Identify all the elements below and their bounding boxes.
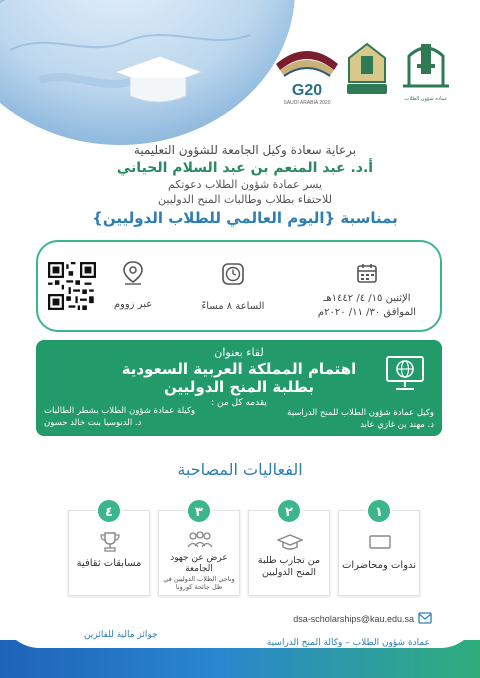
g20-mark: G20 — [291, 82, 323, 99]
platform-block — [98, 260, 168, 312]
invite-text: يسر عمادة شؤون الطلاب دعوتكم — [167, 178, 323, 191]
event-text-presentation: عرض عن جهود الجامعة — [170, 553, 228, 574]
event-subtext-presentation: وناجي الطلاب الدوليين في ظل جائحة كورونا — [163, 575, 235, 591]
qr-code-icon[interactable] — [48, 262, 96, 310]
time-text: الساعة ٨ مساءً — [201, 301, 265, 312]
event-number-2: ٢ — [276, 498, 302, 524]
graduation-cap-icon — [277, 533, 303, 551]
talk-title-line1: اهتمام المملكة العربية السعودية — [121, 360, 357, 378]
group-people-icon — [186, 531, 214, 551]
date-gregorian: الموافق ٣٠/ ١١/ ٢٠٢٠م — [317, 307, 417, 318]
audience-text: للاحتفاء بطلاب وطالبات المنح الدوليين — [158, 193, 332, 206]
patronage-text: برعاية سعادة وكيل الجامعة للشؤون التعليمية — [133, 143, 357, 157]
speaker2-name: د. الدنوسيا بنت خالد حسون — [44, 418, 142, 428]
prizes-text: جوائز مالية للفائزين — [84, 630, 158, 640]
events-title: الفعاليات المصاحبة — [177, 460, 303, 479]
dsa-emblem-icon — [395, 36, 457, 92]
department-text: عمادة شؤون الطلاب – وكالة المنح الدراسية — [266, 638, 430, 648]
map-pin-icon — [122, 260, 144, 286]
email-icon — [418, 612, 432, 624]
event-number-1: ١ — [366, 498, 392, 524]
kau-emblem-icon — [343, 38, 391, 98]
clock-icon — [221, 262, 245, 286]
presented-by: يقدمه كل من : — [211, 398, 267, 408]
talk-title-line2: بطلبة المنح الدوليين — [164, 378, 314, 396]
talk-banner — [36, 340, 442, 436]
event-text-lectures: ندوات ومحاضرات — [341, 560, 417, 571]
contact-email[interactable]: dsa-scholarships@kau.edu.sa — [293, 614, 414, 624]
trophy-icon — [99, 531, 121, 553]
talk-intro: لقاء بعنوان — [214, 346, 264, 359]
speaker1-role: وكيل عمادة شؤون الطلاب للمنح الدراسية — [287, 408, 434, 418]
calendar-icon — [356, 262, 378, 284]
globe-graphic — [0, 0, 310, 150]
dsa-logo — [395, 36, 457, 104]
event-number-4: ٤ — [96, 498, 122, 524]
lectures-icon — [368, 533, 392, 551]
platform-text: عبر زووم — [113, 299, 153, 310]
speaker2-role: وكيلة عمادة شؤون الطلاب بشطر الطالبات — [44, 406, 196, 416]
event-text-experiences: من تجارب طلبة المنح الدوليين — [257, 555, 321, 578]
time-block — [188, 262, 278, 314]
dsa-caption: عمادة شؤون الطلاب — [404, 96, 448, 102]
speaker1-name: د. مهند بن غازي عابد — [360, 420, 434, 430]
date-hijri: الإثنين ١٥/ ٤/ ١٤٤٢هـ — [323, 293, 411, 304]
g20-ribbon-icon — [272, 42, 342, 80]
kau-logo — [343, 38, 391, 98]
event-text-competitions: مسابقات ثقافية — [76, 558, 142, 569]
g20-logo — [272, 42, 342, 108]
event-number-3: ٣ — [186, 498, 212, 524]
date-block — [312, 262, 422, 320]
event-info-box — [36, 240, 442, 332]
patron-name: أ.د. عبد المنعم بن عبد السلام الحياني — [116, 160, 374, 176]
occasion-title: بمناسبة {اليوم العالمي للطلاب الدوليين} — [92, 209, 398, 227]
g20-caption: SAUDI ARABIA 2020 — [283, 100, 331, 106]
